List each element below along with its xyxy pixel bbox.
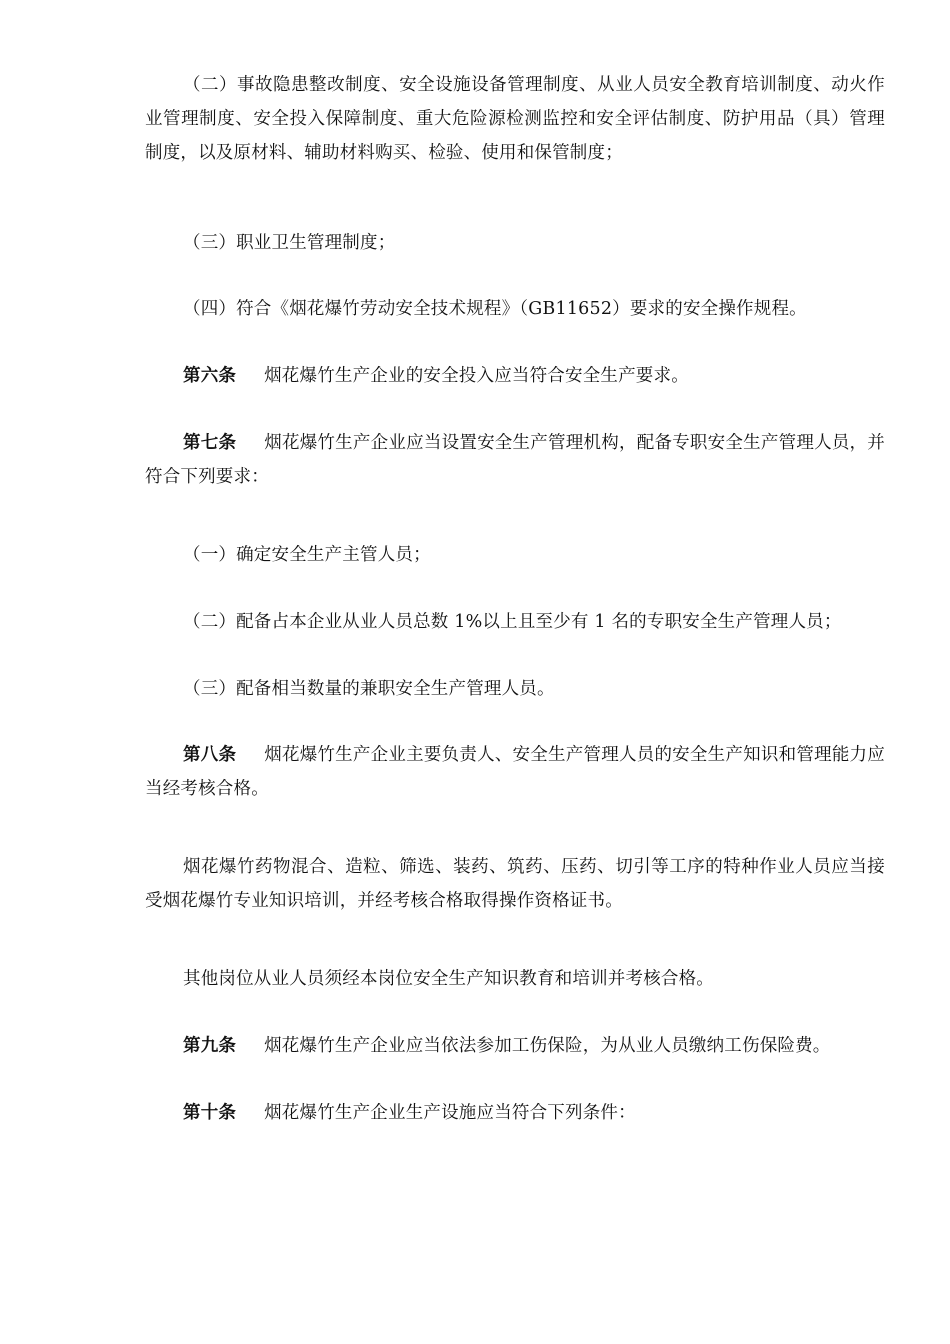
paragraph-text: （一）确定安全生产主管人员； <box>183 545 431 565</box>
paragraph-text: 烟花爆竹生产企业主要负责人、安全生产管理人员的安全生产知识和管理能力应当经考核合格。 <box>145 745 885 799</box>
paragraph-text: （二）配备占本企业从业人员总数 1%以上且至少有 1 名的专职安全生产管理人员； <box>183 612 842 632</box>
paragraph-text: 烟花爆竹生产企业应当依法参加工伤保险，为从业人员缴纳工伤保险费。 <box>264 1036 831 1056</box>
article-10 <box>145 1096 885 1130</box>
paragraph-text: 烟花爆竹生产企业应当设置安全生产管理机构，配备专职安全生产管理人员，并符合下列要求： <box>145 433 885 487</box>
article-number: 第九条 <box>183 1036 237 1056</box>
paragraph-item-3-parttime-staff <box>145 672 885 706</box>
paragraph-text: 烟花爆竹生产企业的安全投入应当符合安全生产要求。 <box>264 366 689 386</box>
article-number: 第六条 <box>183 366 237 386</box>
article-8 <box>145 738 885 806</box>
paragraph-text: 烟花爆竹药物混合、造粒、筛选、装药、筑药、压药、切引等工序的特种作业人员应当接受烟花爆竹专业知识培训，并经考核合格取得操作资格证书。 <box>145 857 885 911</box>
paragraph-item-2-fulltime-staff <box>145 605 885 639</box>
paragraph-item-4-operating-rules <box>145 292 885 326</box>
paragraph-text: （三）职业卫生管理制度； <box>183 233 396 253</box>
paragraph-text: 烟花爆竹生产企业生产设施应当符合下列条件： <box>264 1103 636 1123</box>
paragraph-item-2-rules <box>145 68 885 170</box>
article-7 <box>145 426 885 494</box>
paragraph-text: （二）事故隐患整改制度、安全设施设备管理制度、从业人员安全教育培训制度、动火作业管理制度、安全投入保障制度、重大危险源检测监控和安全评估制度、防护用品（具）管理制度，以及原材料、辅助材料购买、检验、使用和保管制度； <box>145 75 885 163</box>
article-9 <box>145 1029 885 1063</box>
paragraph-item-3-occupational-health <box>145 226 885 260</box>
article-number: 第十条 <box>183 1103 237 1123</box>
article-number: 第八条 <box>183 745 237 765</box>
article-number: 第七条 <box>183 433 237 453</box>
paragraph-special-workers <box>145 850 885 918</box>
paragraph-item-1-supervisor <box>145 538 885 572</box>
paragraph-text: （三）配备相当数量的兼职安全生产管理人员。 <box>183 679 555 699</box>
paragraph-other-workers <box>145 962 885 996</box>
paragraph-text: 其他岗位从业人员须经本岗位安全生产知识教育和培训并考核合格。 <box>183 969 714 989</box>
paragraph-text: （四）符合《烟花爆竹劳动安全技术规程》（GB11652）要求的安全操作规程。 <box>183 299 807 319</box>
article-6 <box>145 359 885 393</box>
